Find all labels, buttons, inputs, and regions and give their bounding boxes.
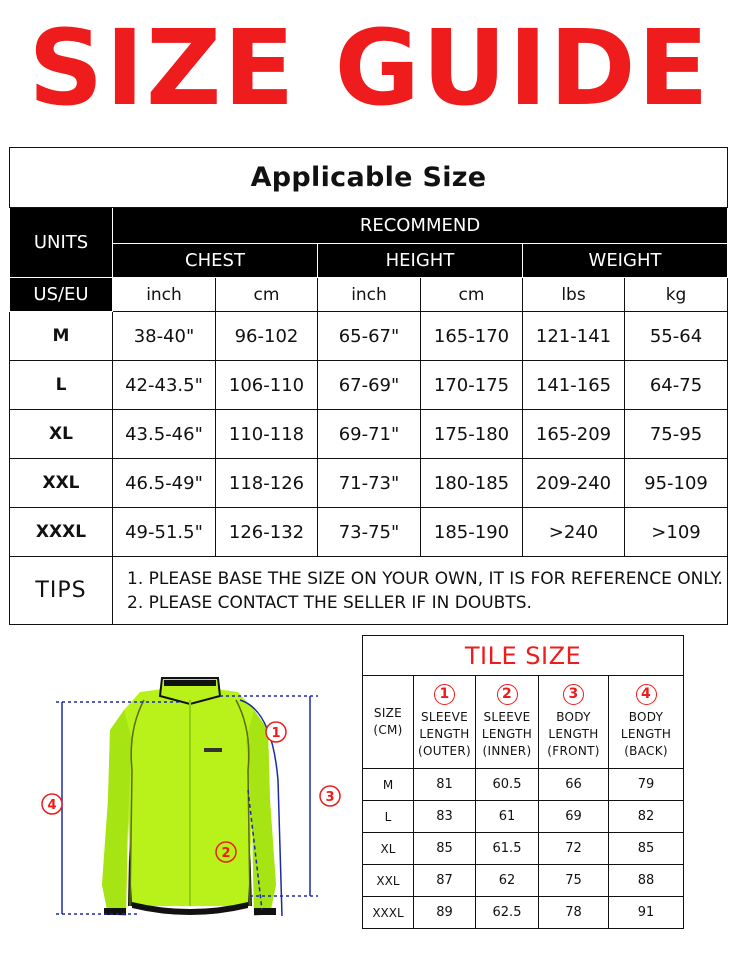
size-label: M bbox=[363, 769, 414, 801]
unit-cell: inch bbox=[113, 278, 216, 312]
table-cell: 60.5 bbox=[476, 769, 539, 801]
jacket-left-sleeve bbox=[102, 710, 132, 916]
tile-col-header-3 bbox=[539, 676, 609, 769]
group-header-weight: WEIGHT bbox=[523, 244, 728, 278]
jacket-figure bbox=[40, 670, 360, 940]
svg-text:3: 3 bbox=[325, 790, 335, 805]
tile-col-header-4 bbox=[609, 676, 684, 769]
table-caption: Applicable Size bbox=[10, 148, 728, 208]
recommend-header: RECOMMEND bbox=[113, 208, 728, 244]
table-cell: 110-118 bbox=[216, 410, 318, 459]
table-row bbox=[10, 361, 728, 410]
table-cell: >240 bbox=[523, 508, 625, 557]
header-line: BODY bbox=[556, 710, 591, 724]
table-cell: 66 bbox=[539, 769, 609, 801]
header-line: BODY bbox=[628, 710, 664, 724]
header-line: (BACK) bbox=[624, 744, 668, 758]
marker-1 bbox=[266, 722, 286, 742]
table-cell: 165-170 bbox=[421, 312, 523, 361]
table-cell: 71-73" bbox=[318, 459, 421, 508]
table-cell: 185-190 bbox=[421, 508, 523, 557]
table-cell: 118-126 bbox=[216, 459, 318, 508]
table-cell: 64-75 bbox=[625, 361, 728, 410]
unit-cell: lbs bbox=[523, 278, 625, 312]
table-cell: 61.5 bbox=[476, 833, 539, 865]
tip-line: 1. PLEASE BASE THE SIZE ON YOUR OWN, IT IS FOR REFERENCE ONLY. bbox=[127, 568, 723, 589]
table-cell: 85 bbox=[414, 833, 476, 865]
tip-line: 2. PLEASE CONTACT THE SELLER IF IN DOUBTS. bbox=[127, 592, 532, 613]
table-row bbox=[10, 410, 728, 459]
table-cell: 62 bbox=[476, 865, 539, 897]
header-line: LENGTH bbox=[481, 727, 533, 741]
circled-number: 2 bbox=[497, 684, 518, 705]
header-line: LENGTH bbox=[419, 727, 470, 741]
table-cell: 82 bbox=[609, 801, 684, 833]
size-label: XL bbox=[10, 410, 113, 459]
page-title: SIZE GUIDE bbox=[28, 7, 711, 129]
table-cell: 121-141 bbox=[523, 312, 625, 361]
table-cell: 126-132 bbox=[216, 508, 318, 557]
table-cell: 95-109 bbox=[625, 459, 728, 508]
table-cell: 61 bbox=[476, 801, 539, 833]
table-cell: 43.5-46" bbox=[113, 410, 216, 459]
svg-text:4: 4 bbox=[47, 798, 57, 813]
size-label: XXL bbox=[363, 865, 414, 897]
table-cell: 180-185 bbox=[421, 459, 523, 508]
size-label: XXXL bbox=[363, 897, 414, 929]
table-row bbox=[10, 508, 728, 557]
tile-col-header-2 bbox=[476, 676, 539, 769]
circled-number: 4 bbox=[636, 684, 657, 705]
marker-3 bbox=[320, 786, 340, 806]
table-row bbox=[363, 897, 684, 929]
table-row bbox=[10, 312, 728, 361]
table-cell: 78 bbox=[539, 897, 609, 929]
jacket-cuff-right bbox=[254, 908, 276, 915]
tile-table-caption: TILE SIZE bbox=[363, 636, 684, 676]
table-cell: 46.5-49" bbox=[113, 459, 216, 508]
table-cell: 49-51.5" bbox=[113, 508, 216, 557]
unit-cell: kg bbox=[625, 278, 728, 312]
unit-row-label: US/EU bbox=[10, 278, 113, 312]
unit-cell: cm bbox=[216, 278, 318, 312]
units-header: UNITS bbox=[10, 208, 113, 278]
size-label: M bbox=[10, 312, 113, 361]
table-cell: 88 bbox=[609, 865, 684, 897]
table-cell: 170-175 bbox=[421, 361, 523, 410]
table-cell: 165-209 bbox=[523, 410, 625, 459]
unit-cell: inch bbox=[318, 278, 421, 312]
table-cell: 85 bbox=[609, 833, 684, 865]
table-cell: 38-40" bbox=[113, 312, 216, 361]
header-line: (FRONT) bbox=[547, 744, 600, 758]
tile-col-header-1 bbox=[414, 676, 476, 769]
table-cell: 67-69" bbox=[318, 361, 421, 410]
header-line: SIZE bbox=[373, 706, 403, 720]
table-cell: 55-64 bbox=[625, 312, 728, 361]
jacket-collar-trim bbox=[164, 680, 216, 686]
header-line: (CM) bbox=[373, 723, 403, 737]
table-cell: 75 bbox=[539, 865, 609, 897]
table-cell: 79 bbox=[609, 769, 684, 801]
table-cell: 69-71" bbox=[318, 410, 421, 459]
size-label: L bbox=[10, 361, 113, 410]
jacket-logo bbox=[204, 748, 222, 752]
header-line: LENGTH bbox=[620, 727, 672, 741]
size-label: L bbox=[363, 801, 414, 833]
table-row bbox=[363, 833, 684, 865]
marker-4 bbox=[42, 794, 62, 814]
table-cell: 62.5 bbox=[476, 897, 539, 929]
table-cell: 91 bbox=[609, 897, 684, 929]
table-cell: 65-67" bbox=[318, 312, 421, 361]
size-label: XL bbox=[363, 833, 414, 865]
table-cell: 73-75" bbox=[318, 508, 421, 557]
table-cell: 69 bbox=[539, 801, 609, 833]
header-line: LENGTH bbox=[548, 727, 599, 741]
table-cell: 89 bbox=[414, 897, 476, 929]
circled-number: 1 bbox=[434, 684, 455, 705]
table-cell: 42-43.5" bbox=[113, 361, 216, 410]
table-cell: 106-110 bbox=[216, 361, 318, 410]
table-row bbox=[363, 769, 684, 801]
size-table bbox=[9, 147, 728, 625]
table-cell: 83 bbox=[414, 801, 476, 833]
table-row bbox=[363, 801, 684, 833]
table-cell: 175-180 bbox=[421, 410, 523, 459]
header-line: (OUTER) bbox=[418, 744, 471, 758]
table-cell: 96-102 bbox=[216, 312, 318, 361]
header-line: (INNER) bbox=[482, 744, 532, 758]
table-cell: 75-95 bbox=[625, 410, 728, 459]
table-row bbox=[363, 865, 684, 897]
table-cell: 209-240 bbox=[523, 459, 625, 508]
group-header-chest: CHEST bbox=[113, 244, 318, 278]
svg-text:1: 1 bbox=[271, 726, 281, 741]
table-cell: 72 bbox=[539, 833, 609, 865]
circled-number: 3 bbox=[563, 684, 584, 705]
table-cell: >109 bbox=[625, 508, 728, 557]
tips-text bbox=[113, 557, 728, 625]
tile-size-table bbox=[362, 635, 684, 929]
tile-size-header bbox=[363, 676, 414, 769]
table-cell: 87 bbox=[414, 865, 476, 897]
header-line: SLEEVE bbox=[420, 710, 469, 724]
table-row bbox=[10, 459, 728, 508]
size-label: XXL bbox=[10, 459, 113, 508]
unit-cell: cm bbox=[421, 278, 523, 312]
table-cell: 81 bbox=[414, 769, 476, 801]
table-cell: 141-165 bbox=[523, 361, 625, 410]
svg-text:2: 2 bbox=[221, 846, 231, 861]
size-label: XXXL bbox=[10, 508, 113, 557]
tips-label: TIPS bbox=[10, 557, 113, 625]
group-header-height: HEIGHT bbox=[318, 244, 523, 278]
header-line: SLEEVE bbox=[483, 710, 531, 724]
